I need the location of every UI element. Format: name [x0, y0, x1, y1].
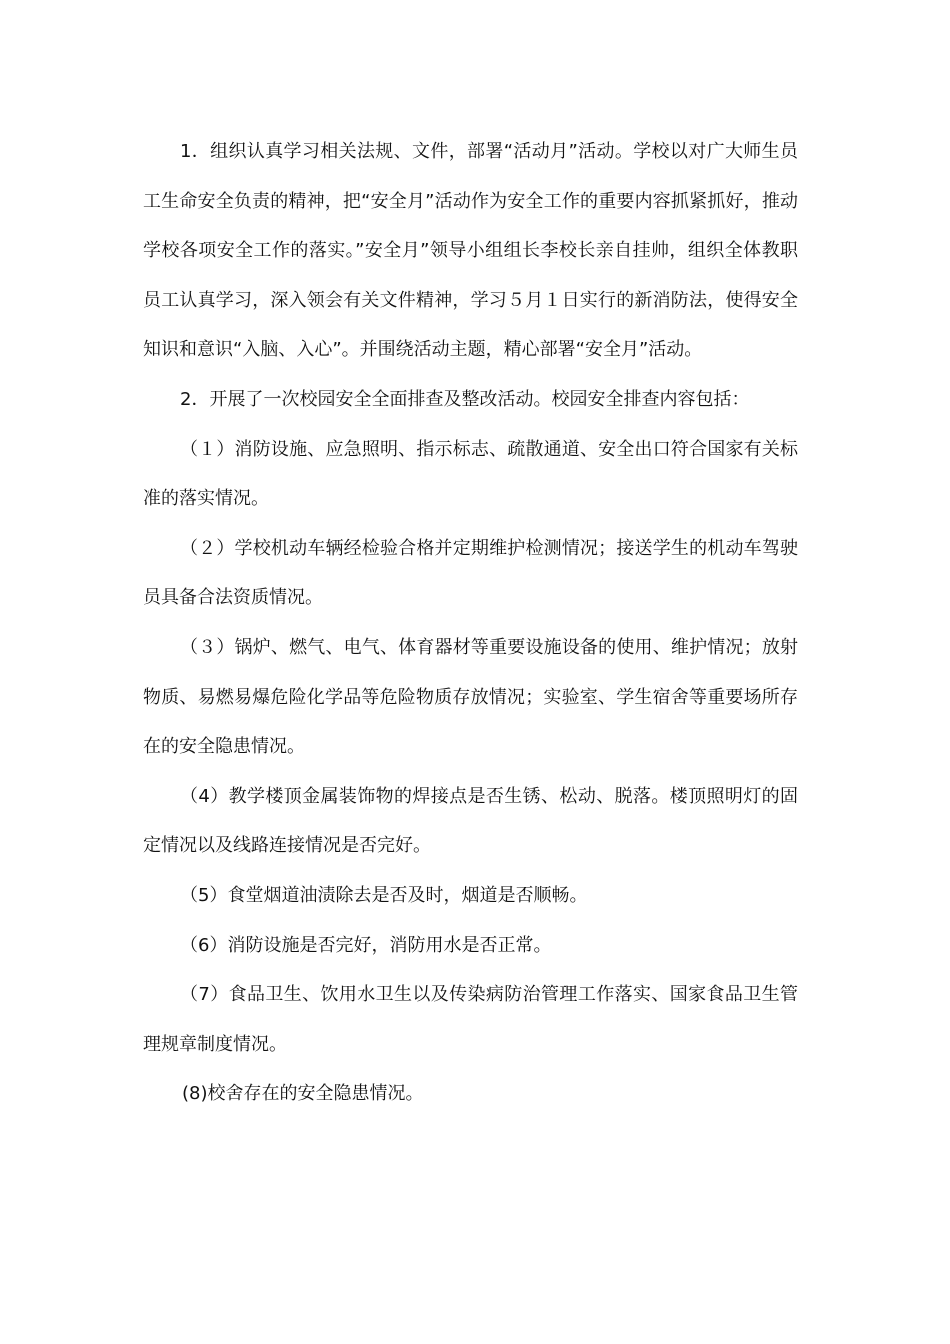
paragraph-item-3: （３）锅炉、燃气、电气、体育器材等重要设施设备的使用、维护情况；放射物质、易燃易爆危险化学品等危险物质存放情况；实验室、学生宿舍等重要场所存在的安全隐患情况。 [143, 636, 798, 758]
paragraph-item-5: （5）食堂烟道油渍除去是否及时，烟道是否顺畅。 [180, 884, 588, 906]
paragraph-1: 1．组织认真学习相关法规、文件，部署“活动月”活动。学校以对广大师生员工生命安全负责的精神，把“安全月”活动作为安全工作的重要内容抓紧抓好，推动学校各项安全工作的落实。”安全月”领导小组组长李校长亲自挂帅，组织全体教职员工认真学习，深入领会有关文件精神，学习５月１日实行的新消防法，使得安全知识和意识“入脑、入心”。并围绕活动主题，精心部署“安全月”活动。 [143, 141, 798, 361]
document-body [143, 127, 798, 1119]
paragraph-item-8: (8)校舍存在的安全隐患情况。 [182, 1083, 424, 1105]
paragraph-item-1: （１）消防设施、应急照明、指示标志、疏散通道、安全出口符合国家有关标准的落实情况。 [143, 438, 798, 510]
paragraph-item-7: （7）食品卫生、饮用水卫生以及传染病防治管理工作落实、国家食品卫生管理规章制度情况。 [143, 984, 798, 1055]
paragraph-2: 2．开展了一次校园安全全面排查及整改活动。校园安全排查内容包括： [180, 388, 750, 410]
paragraph-item-2: （２）学校机动车辆经检验合格并定期维护检测情况；接送学生的机动车驾驶员具备合法资质情况。 [143, 537, 798, 609]
paragraph-item-4: （4）教学楼顶金属装饰物的焊接点是否生锈、松动、脱落。楼顶照明灯的固定情况以及线路连接情况是否完好。 [143, 785, 798, 857]
paragraph-item-6: （6）消防设施是否完好，消防用水是否正常。 [180, 934, 552, 956]
